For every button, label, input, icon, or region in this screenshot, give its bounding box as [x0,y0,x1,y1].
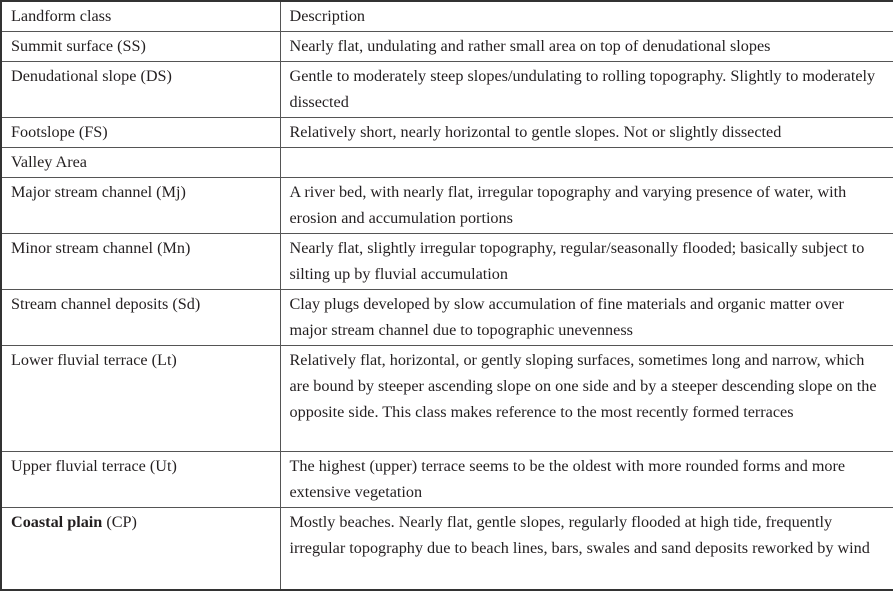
description-cell: Nearly flat, undulating and rather small area on top of denudational slopes [280,32,893,62]
table-row [1,62,893,118]
table-row [1,178,893,234]
description-cell: Relatively flat, horizontal, or gently sloping surfaces, sometimes long and narrow, which are bound by steeper ascending slope on one side and by a steeper descending slope on the opposite side. This class makes reference to the most recently formed terraces [280,346,893,452]
description-cell: A river bed, with nearly flat, irregular topography and varying presence of water, with erosion and accumulation portions [280,178,893,234]
description-cell-empty [280,148,893,178]
landform-class-cell: Minor stream channel (Mn) [1,234,280,290]
column-header-landform-class: Landform class [1,1,280,32]
table-row [1,118,893,148]
table-row [1,508,893,590]
landform-class-cell: Lower fluvial terrace (Lt) [1,346,280,452]
description-cell: Mostly beaches. Nearly flat, gentle slopes, regularly flooded at high tide, frequently irregular topography due to beach lines, bars, swales and sand deposits reworked by wind [280,508,893,590]
description-cell: The highest (upper) terrace seems to be the oldest with more rounded forms and more extensive vegetation [280,452,893,508]
description-cell: Relatively short, nearly horizontal to gentle slopes. Not or slightly dissected [280,118,893,148]
landform-class-cell: Footslope (FS) [1,118,280,148]
table-row [1,346,893,452]
landform-class-cell: Major stream channel (Mj) [1,178,280,234]
landform-class-cell [1,508,280,590]
landform-class-cell: Upper fluvial terrace (Ut) [1,452,280,508]
column-header-description: Description [280,1,893,32]
landform-class-cell: Summit surface (SS) [1,32,280,62]
table-row [1,290,893,346]
landform-class-cell: Stream channel deposits (Sd) [1,290,280,346]
table-header-row [1,1,893,32]
table-row [1,234,893,290]
description-cell: Gentle to moderately steep slopes/undulating to rolling topography. Slightly to moderately dissected [280,62,893,118]
landform-class-abbreviation: (CP) [102,513,137,531]
section-header-valley-area: Valley Area [1,148,280,178]
description-cell: Clay plugs developed by slow accumulation of fine materials and organic matter over major stream channel due to topographic unevenness [280,290,893,346]
landform-class-cell: Denudational slope (DS) [1,62,280,118]
section-header-row [1,148,893,178]
description-cell: Nearly flat, slightly irregular topography, regular/seasonally flooded; basically subject to silting up by fluvial accumulation [280,234,893,290]
table-row [1,452,893,508]
table-row [1,32,893,62]
landform-class-bold-label: Coastal plain [11,513,103,531]
